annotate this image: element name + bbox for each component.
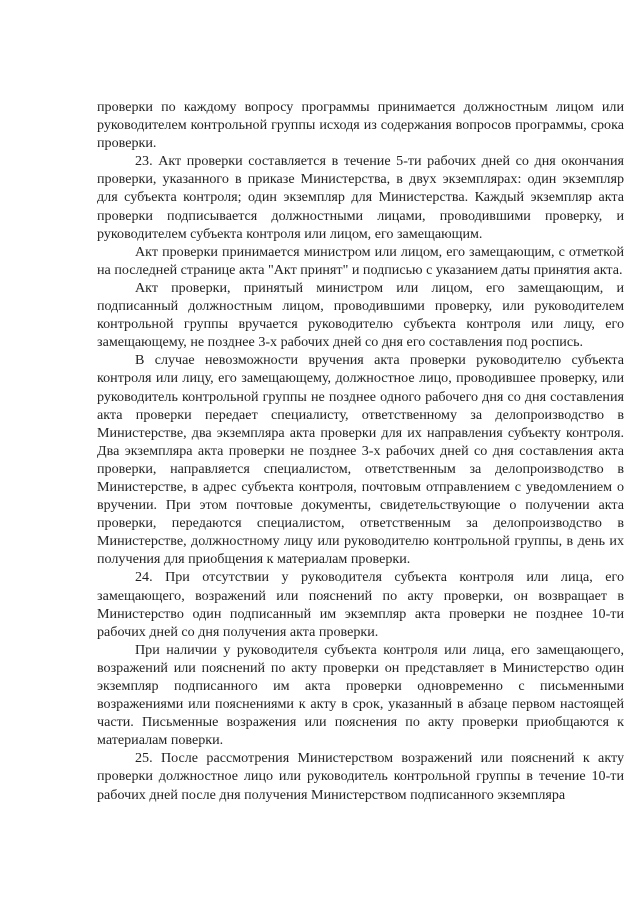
paragraph-item-24: 24. При отсутствии у руководителя субъекта контроля или лица, его замещающего, возражений или пояснений по акту проверки, он возвращает в Министерство один подписанный им экземпляр акта проверки не позднее 10-ти рабочих дней со дня получения акта проверки. [97, 569, 624, 640]
paragraph-item-23: 23. Акт проверки составляется в течение 5-ти рабочих дней со дня окончания проверки, указанного в приказе Министерства, в двух экземплярах: один экземпляр для субъекта контроля; один экземпляр для Министерства. Каждый экземпляр акта проверки подписывается должностными лицами, проводившими проверку, и руководителем субъекта контроля или лицом, его замещающим. [97, 153, 624, 242]
paragraph-item-25: 25. После рассмотрения Министерством возражений или пояснений к акту проверки должностное лицо или руководитель контрольной группы в течение 10-ти рабочих дней после дня получения Министерством подписанного экземпляра [97, 750, 624, 803]
paragraph-act-acceptance: Акт проверки принимается министром или лицом, его замещающим, с отметкой на последней странице акта "Акт принят" и подписью с указанием даты принятия акта. [97, 243, 624, 278]
paragraph-objections: При наличии у руководителя субъекта контроля или лица, его замещающего, возражений или пояснений по акту проверки он представляет в Министерство один экземпляр подписанного им акта проверки одновременно с письменными возражениями или пояснениями к акту в срок, указанный в абзаце первом настоящей части. Письменные возражения или пояснения по акту проверки приобщаются к материалам поверки. [97, 641, 624, 749]
paragraph-continuation: проверки по каждому вопросу программы принимается должностным лицом или руководителем контрольной группы исходя из содержания вопросов программы, срока проверки. [97, 99, 624, 152]
paragraph-act-mailing: В случае невозможности вручения акта проверки руководителю субъекта контроля или лицу, его замещающему, должностное лицо, проводившее проверку, или руководитель контрольной группы не позднее одного рабочего дня со дня составления акта проверки передает специалисту, ответственному за делопроизводство в Министерстве, два экземпляра акта проверки для их направления субъекту контроля. Два экземпляра акта проверки не позднее 3-х рабочих дней со дня составления акта проверки, направляется специалистом, ответственным за делопроизводство в Министерстве, в адрес субъекта контроля, почтовым отправлением с уведомлением о вручении. При этом почтовые документы, свидетельствующие о получении акта проверки, передаются специалистом, ответственным за делопроизводство в Министерстве, должностному лицу или руководителю контрольной группы, в день их получения для приобщения к материалам проверки. [97, 352, 624, 568]
document-body [97, 98, 624, 804]
paragraph-act-delivery: Акт проверки, принятый министром или лицом, его замещающим, и подписанный должностным лицом, проводившими проверку, или руководителем контрольной группы вручается руководителю субъекта контроля или лицу, его замещающему, не позднее 3-х рабочих дней со дня его составления под роспись. [97, 279, 624, 351]
